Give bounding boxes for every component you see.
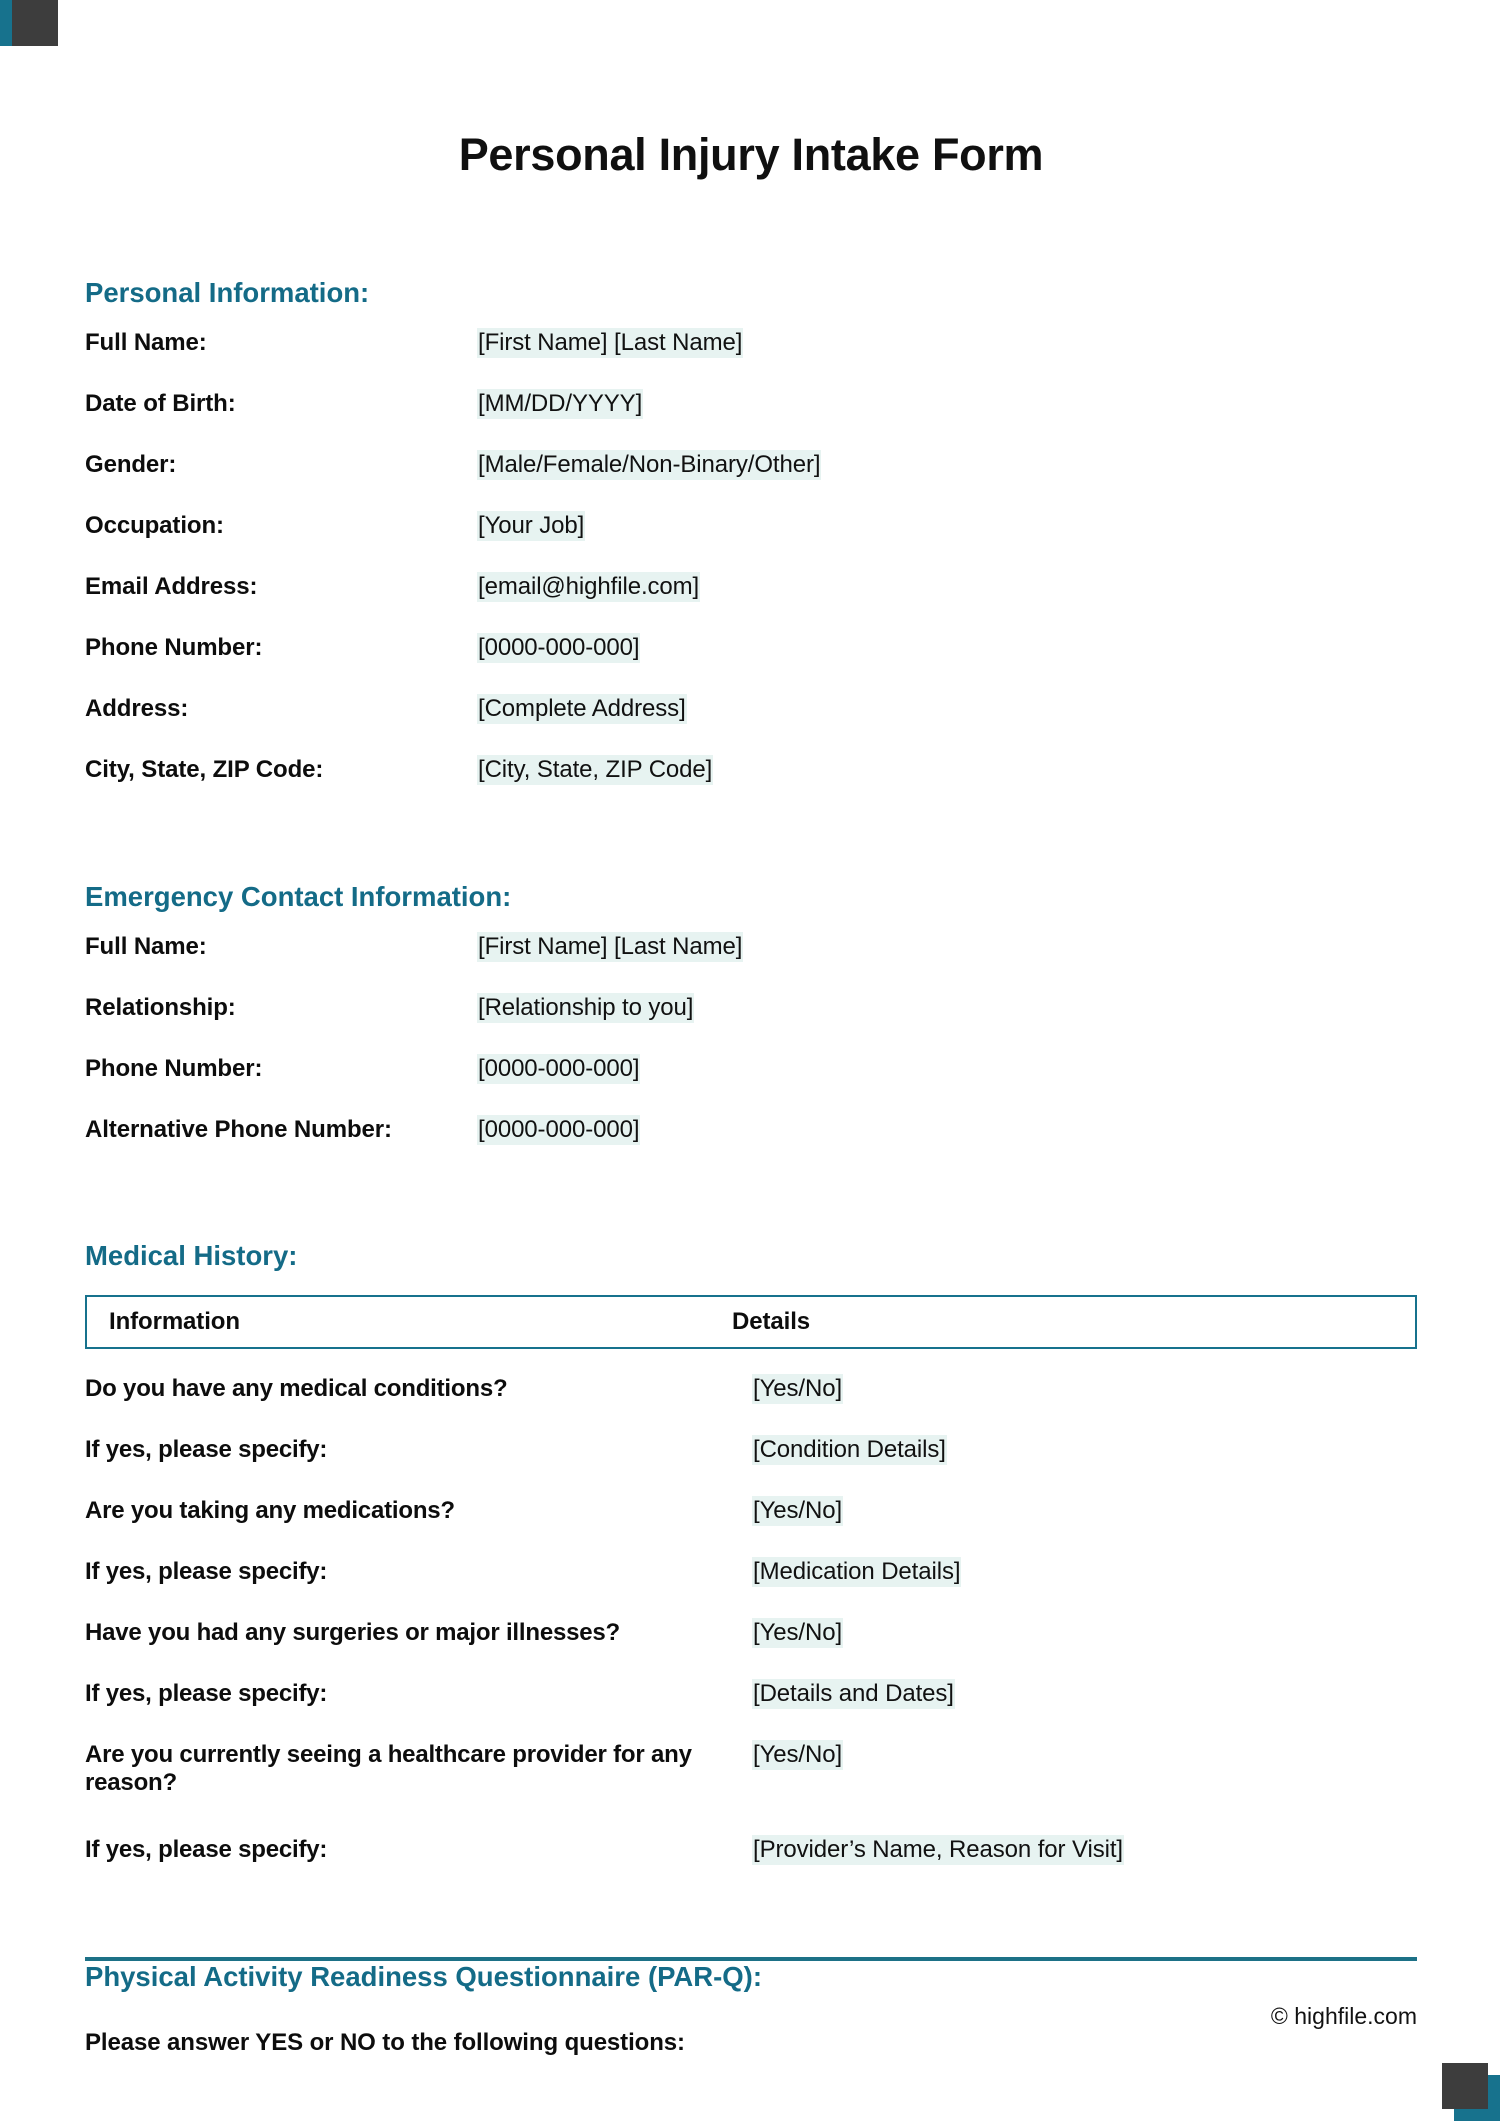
table-cell-answer-text: [Details and Dates] bbox=[753, 1680, 954, 1708]
table-cell-answer bbox=[752, 1619, 1142, 1647]
field-value-text: [City, State, ZIP Code] bbox=[478, 756, 713, 784]
table-cell-question: If yes, please specify: bbox=[85, 1680, 328, 1708]
table-cell-answer-text: [Yes/No] bbox=[753, 1619, 843, 1647]
table-cell-answer bbox=[752, 1836, 1142, 1864]
emergency-contact-fields bbox=[85, 933, 1417, 1177]
document-body bbox=[85, 0, 1417, 2057]
table-cell-question: If yes, please specify: bbox=[85, 1558, 328, 1586]
table-cell-answer-text: [Yes/No] bbox=[753, 1375, 843, 1403]
section-heading-emergency-contact: Emergency Contact Information: bbox=[85, 881, 512, 913]
field-label-date-of-birth: Date of Birth: bbox=[85, 390, 236, 418]
field-value-text: [First Name] [Last Name] bbox=[478, 933, 743, 961]
table-header-row bbox=[85, 1295, 1417, 1349]
field-label-phone-number: Phone Number: bbox=[85, 634, 263, 662]
field-label-gender: Gender: bbox=[85, 451, 177, 479]
field-row bbox=[85, 329, 1417, 390]
section-heading-personal-information: Personal Information: bbox=[85, 277, 370, 309]
table-row bbox=[85, 1619, 1417, 1680]
field-value-alternative-phone-number bbox=[477, 1116, 640, 1144]
table-cell-answer bbox=[752, 1497, 1142, 1525]
field-row bbox=[85, 933, 1417, 994]
field-row bbox=[85, 451, 1417, 512]
field-value-date-of-birth bbox=[477, 390, 643, 418]
field-row bbox=[85, 756, 1417, 817]
field-value-city-state-zip bbox=[477, 756, 713, 784]
field-value-phone-number bbox=[477, 634, 640, 662]
section-heading-medical-history: Medical History: bbox=[85, 1240, 298, 1272]
field-value-gender bbox=[477, 451, 821, 479]
table-cell-answer bbox=[752, 1436, 1142, 1464]
field-label-alternative-phone-number: Alternative Phone Number: bbox=[85, 1116, 392, 1144]
field-value-text: [0000-000-000] bbox=[478, 1116, 640, 1144]
field-row bbox=[85, 390, 1417, 451]
page-title: Personal Injury Intake Form bbox=[458, 129, 1044, 180]
table-cell-question: Are you taking any medications? bbox=[85, 1497, 455, 1525]
table-cell-answer bbox=[752, 1680, 1142, 1708]
field-value-text: [Your Job] bbox=[478, 512, 585, 540]
field-label-address: Address: bbox=[85, 695, 189, 723]
field-row bbox=[85, 634, 1417, 695]
table-cell-answer bbox=[752, 1375, 1142, 1403]
corner-ornament-top-left-dark bbox=[12, 0, 58, 46]
table-cell-question: Do you have any medical conditions? bbox=[85, 1375, 508, 1403]
corner-ornament-bottom-right-dark bbox=[1442, 2063, 1488, 2109]
field-label-emergency-phone-number: Phone Number: bbox=[85, 1055, 263, 1083]
footer-copyright: © highfile.com bbox=[1270, 2003, 1417, 2029]
field-label-occupation: Occupation: bbox=[85, 512, 224, 540]
field-value-text: [email@highfile.com] bbox=[478, 573, 700, 601]
field-value-text: [0000-000-000] bbox=[478, 634, 640, 662]
field-value-text: [Male/Female/Non-Binary/Other] bbox=[478, 451, 821, 479]
field-label-email-address: Email Address: bbox=[85, 573, 258, 601]
field-value-address bbox=[477, 695, 687, 723]
table-row bbox=[85, 1802, 1417, 1898]
field-row bbox=[85, 994, 1417, 1055]
field-value-full-name bbox=[477, 329, 743, 357]
personal-information-fields bbox=[85, 329, 1417, 817]
table-cell-answer-text: [Medication Details] bbox=[753, 1558, 961, 1586]
field-row bbox=[85, 512, 1417, 573]
field-value-occupation bbox=[477, 512, 585, 540]
par-q-instruction: Please answer YES or NO to the following questions: bbox=[85, 2029, 685, 2057]
footer-divider bbox=[85, 1957, 1417, 1961]
table-row bbox=[85, 1497, 1417, 1558]
field-row bbox=[85, 695, 1417, 756]
column-header-information: Information bbox=[109, 1308, 240, 1336]
field-value-relationship bbox=[477, 994, 694, 1022]
table-cell-answer-text: [Yes/No] bbox=[753, 1497, 843, 1525]
table-row bbox=[85, 1558, 1417, 1619]
table-cell-answer-text: [Yes/No] bbox=[753, 1741, 843, 1769]
field-value-text: [MM/DD/YYYY] bbox=[478, 390, 643, 418]
table-row bbox=[85, 1436, 1417, 1497]
field-value-text: [0000-000-000] bbox=[478, 1055, 640, 1083]
field-row bbox=[85, 573, 1417, 634]
table-cell-question: If yes, please specify: bbox=[85, 1436, 328, 1464]
table-row bbox=[85, 1741, 1417, 1802]
field-value-text: [Relationship to you] bbox=[478, 994, 694, 1022]
field-label-emergency-full-name: Full Name: bbox=[85, 933, 207, 961]
field-row bbox=[85, 1055, 1417, 1116]
table-row bbox=[85, 1680, 1417, 1741]
medical-history-table bbox=[85, 1295, 1417, 1898]
section-heading-par-q: Physical Activity Readiness Questionnaire (PAR-Q): bbox=[85, 1961, 762, 1993]
field-value-text: [Complete Address] bbox=[478, 695, 686, 723]
table-cell-question: If yes, please specify: bbox=[85, 1836, 328, 1864]
field-value-emergency-full-name bbox=[477, 933, 743, 961]
field-value-emergency-phone-number bbox=[477, 1055, 640, 1083]
field-value-text: [First Name] [Last Name] bbox=[478, 329, 743, 357]
field-label-full-name: Full Name: bbox=[85, 329, 207, 357]
field-label-city-state-zip: City, State, ZIP Code: bbox=[85, 756, 324, 784]
table-cell-question: Are you currently seeing a healthcare provider for any reason? bbox=[85, 1741, 692, 1797]
table-cell-answer-text: [Provider’s Name, Reason for Visit] bbox=[753, 1836, 1123, 1864]
table-cell-answer-text: [Condition Details] bbox=[753, 1436, 946, 1464]
table-cell-answer bbox=[752, 1741, 1142, 1769]
table-cell-answer bbox=[752, 1558, 1142, 1586]
column-header-details: Details bbox=[732, 1308, 811, 1336]
table-row bbox=[85, 1349, 1417, 1436]
field-value-email-address bbox=[477, 573, 700, 601]
field-row bbox=[85, 1116, 1417, 1177]
table-cell-question: Have you had any surgeries or major illnesses? bbox=[85, 1619, 621, 1647]
field-label-relationship: Relationship: bbox=[85, 994, 236, 1022]
